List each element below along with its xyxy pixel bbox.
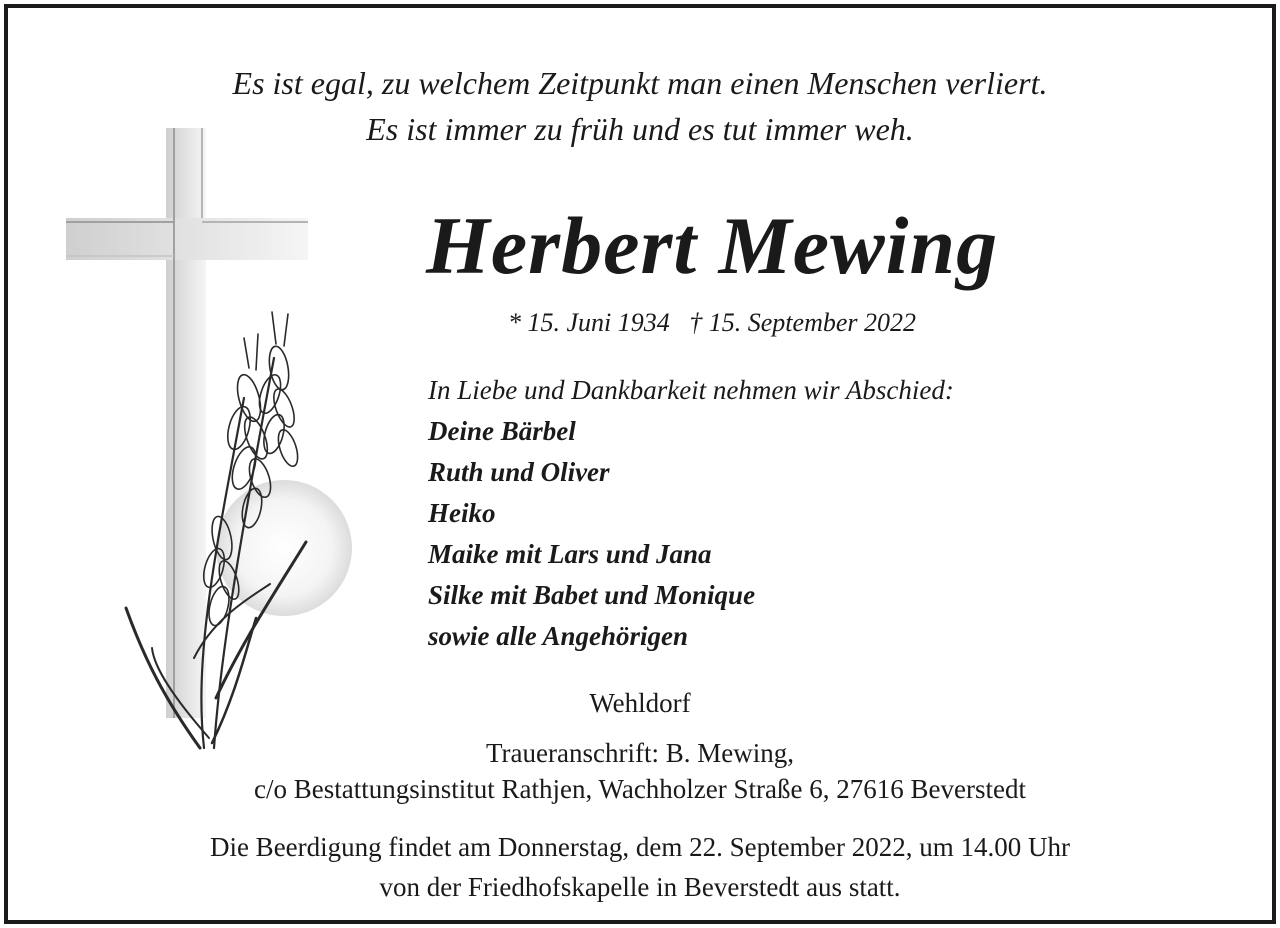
quote-line-1: Es ist egal, zu welchem Zeitpunkt man einen Menschen verliert. — [232, 65, 1048, 101]
mourner-name: Heiko — [428, 498, 496, 528]
mourners-block — [428, 370, 1128, 657]
cross-wheat-artwork — [44, 98, 364, 758]
mourner-name: Silke mit Babet und Monique — [428, 580, 756, 610]
mourner-name: Deine Bärbel — [428, 416, 576, 446]
mourner-name: Ruth und Oliver — [428, 457, 610, 487]
funeral-line-2: von der Friedhofskapelle in Beverstedt aus statt. — [379, 872, 901, 902]
address-line-1: Traueranschrift: B. Mewing, — [486, 738, 794, 768]
mourner-name: sowie alle Angehörigen — [428, 621, 689, 651]
life-dates — [508, 306, 1028, 340]
cross-icon — [66, 128, 308, 718]
birth-date: * 15. Juni 1934 — [508, 308, 670, 337]
deceased-name: Herbert Mewing — [426, 200, 999, 291]
location: Wehldorf — [589, 688, 691, 718]
farewell-intro: In Liebe und Dankbarkeit nehmen wir Abschied: — [428, 375, 954, 405]
obituary-notice — [4, 4, 1276, 924]
quote-line-2: Es ist immer zu früh und es tut immer weh. — [366, 111, 914, 147]
mourner-name: Maike mit Lars und Jana — [428, 539, 712, 569]
address-line-2: c/o Bestattungsinstitut Rathjen, Wachholzer Straße 6, 27616 Beverstedt — [254, 774, 1026, 804]
memorial-quote — [8, 60, 1272, 152]
funeral-line-1: Die Beerdigung findet am Donnerstag, dem 22. September 2022, um 14.00 Uhr — [209, 832, 1071, 862]
death-date: † 15. September 2022 — [689, 308, 917, 337]
